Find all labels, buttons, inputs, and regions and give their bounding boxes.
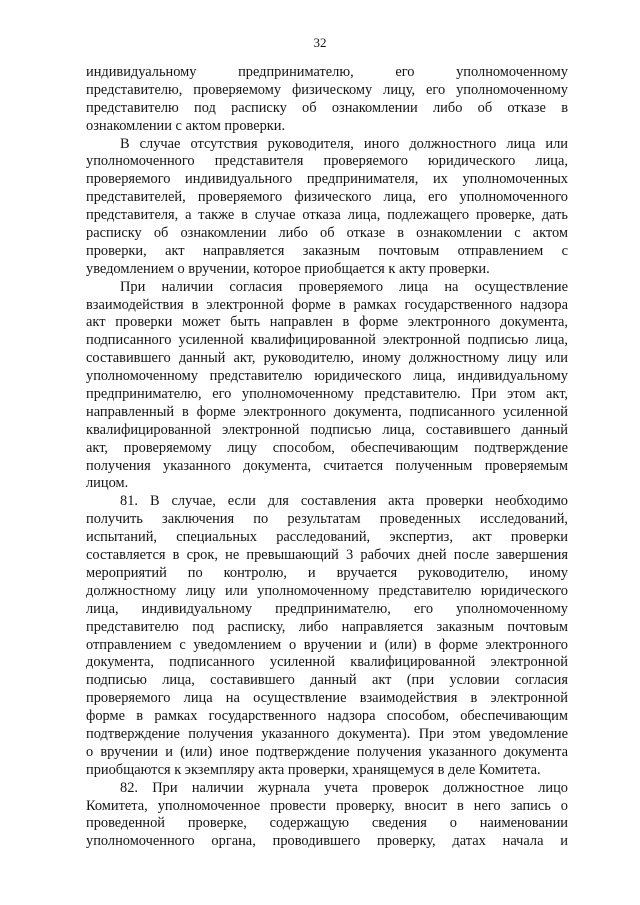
text-line: представителю под расписку, либо направляется заказным почтовым <box>86 618 568 635</box>
text-line: При наличии согласия проверяемого лица на осуществление <box>120 278 568 295</box>
text-line: отправлением с уведомлением о вручении и (или) в форме электронного <box>86 636 568 653</box>
text-line: представителей, проверяемого физического лица, его уполномоченного <box>86 189 568 206</box>
text-line: подписанного усиленной квалифицированной электронной подписью лица, <box>86 332 568 349</box>
paragraph-item-82 <box>86 780 568 852</box>
text-line: мероприятий по контролю, и вручается руководителю, иному <box>86 564 568 581</box>
text-line: направленный в форме электронного документа, подписанного усиленной <box>86 403 568 420</box>
text-line: о вручении и (или) иное подтверждение получения указанного документа <box>86 743 568 760</box>
text-line: акт, проверяемому лицу способом, обеспечивающим подтверждение <box>86 439 568 456</box>
text-line: проверяемого лица на осуществление взаимодействия в электронной <box>86 690 568 707</box>
text-line: представителю под расписку об ознакомлении либо об отказе в <box>86 99 568 116</box>
text-line: уполномоченному представителю юридического лица, индивидуальному <box>86 368 568 385</box>
text-line: Комитета, уполномоченное провести проверку, вносит в него запись о <box>86 797 568 814</box>
text-line: индивидуальному предпринимателю, его уполномоченному <box>86 64 568 80</box>
text-line: акт проверки может быть направлен в форме электронного документа, <box>86 314 568 331</box>
paragraph-continuation <box>86 64 568 136</box>
text-line: взаимодействия в электронной форме в рамках государственного надзора <box>86 296 568 313</box>
text-line: 82. При наличии журнала учета проверок должностное лицо <box>120 779 568 796</box>
text-line: должностному лицу или уполномоченному представителю юридического <box>86 582 568 599</box>
text-line: проверяемого индивидуального предпринимателя, их уполномоченных <box>86 171 568 188</box>
text-line: представителю, проверяемому физическому лицу, его уполномоченному <box>86 81 568 98</box>
text-line: приобщаются к экземпляру акта проверки, хранящемуся в деле Комитета. <box>86 761 541 778</box>
text-line: проверки, акт направляется заказным почтовым отправлением с <box>86 242 568 259</box>
text-line: предпринимателю, его уполномоченному представителю. При этом акт, <box>86 386 568 403</box>
text-line: В случае отсутствия руководителя, иного должностного лица или <box>120 135 568 152</box>
text-line: получения указанного документа, считается полученным проверяемым <box>86 457 568 474</box>
paragraph-item-81 <box>86 493 568 779</box>
text-line: лица, индивидуальному предпринимателю, его уполномоченному <box>86 600 568 617</box>
paragraph-absence-of-head <box>86 136 568 279</box>
text-line: уполномоченного представителя проверяемого юридического лица, <box>86 153 568 170</box>
text-line: составляется в срок, не превышающий 3 рабочих дней после завершения <box>86 547 568 564</box>
text-line: получить заключения по результатам проведенных исследований, <box>86 511 568 528</box>
text-line: лицом. <box>86 475 129 492</box>
text-line: расписку об ознакомлении либо об отказе в ознакомлении с актом <box>86 225 568 242</box>
document-body <box>86 64 568 851</box>
text-line: проведенной проверке, содержащую сведения о наименовании <box>86 815 568 832</box>
text-line: составившего данный акт, руководителю, иному должностному лицу или <box>86 350 568 367</box>
text-line: уведомлением о вручении, которое приобщается к акту проверки. <box>86 260 490 277</box>
text-line: форме в рамках государственного надзора способом, обеспечивающим <box>86 708 568 725</box>
text-line: документа, подписанного усиленной квалифицированной электронной <box>86 654 568 671</box>
text-line: представителя, а также в случае отказа лица, подлежащего проверке, дать <box>86 207 568 224</box>
text-line: ознакомлении с актом проверки. <box>86 117 286 134</box>
page-number: 32 <box>313 35 327 50</box>
text-line: подписью лица, составившего данный акт (при условии согласия <box>86 672 568 689</box>
text-line: испытаний, специальных расследований, экспертиз, акт проверки <box>86 529 568 546</box>
text-line: 81. В случае, если для составления акта проверки необходимо <box>120 493 568 510</box>
text-line: квалифицированной электронной подписью лица, составившего данный <box>86 421 568 438</box>
text-line: подтверждение получения указанного документа). При этом уведомление <box>86 725 568 742</box>
paragraph-electronic-form <box>86 279 568 494</box>
text-line: уполномоченного органа, проводившего проверку, датах начала и <box>86 833 568 850</box>
